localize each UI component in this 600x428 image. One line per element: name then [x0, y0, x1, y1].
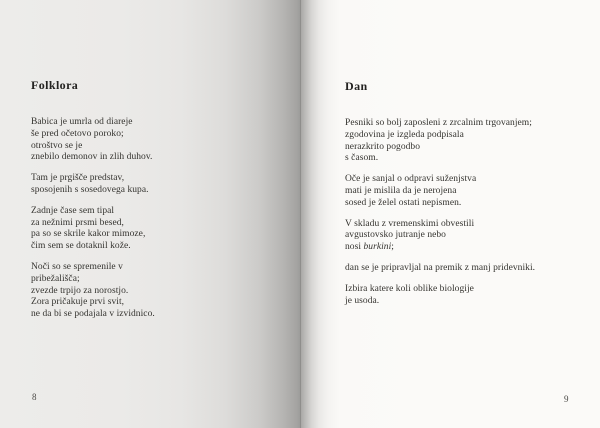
poem-line: sposojenih s sosedovega kupa. [31, 184, 149, 195]
left-page-content [0, 0, 301, 321]
poem-line: znebilo demonov in zlih duhov. [31, 152, 153, 163]
poem-line: pribežališča; [31, 273, 80, 284]
poem-line: Tam je prgišče predstav, [31, 173, 125, 184]
poem-line: Noči so se spremenile v [31, 261, 123, 272]
poem-line: pa so se skrile kakor mimoze, [31, 229, 146, 240]
poem-line: čim sem se dotaknil kože. [31, 241, 131, 252]
right-page [301, 0, 600, 428]
stanza [31, 173, 301, 197]
poem-line: Zadnje čase sem tipal [31, 205, 115, 216]
poem-body-right [345, 118, 600, 307]
poem-title-folklora: Folklora [31, 78, 79, 92]
poem-line: zgodovina je izgleda podpisala [345, 129, 464, 140]
poem-line: nerazkrito pogodbo [345, 141, 421, 152]
stanza [345, 284, 600, 308]
poem-line: avgustovsko jutranje nebo [345, 230, 446, 241]
poem-line: otroštvo se je [31, 140, 83, 151]
poem-line: Babica je umrla od diareje [31, 117, 133, 127]
stanza [31, 206, 301, 253]
poem-line: je usoda. [345, 295, 380, 306]
poem-line: za nežnimi prsmi besed, [31, 217, 124, 228]
page-number-right: 9 [564, 394, 569, 404]
poem-title-dan: Dan [345, 79, 368, 93]
page-number-left: 8 [32, 392, 37, 402]
poem-line: še pred očetovo poroko; [31, 128, 124, 139]
stanza [31, 262, 301, 321]
poem-line: s časom. [345, 153, 379, 164]
right-page-content [301, 0, 600, 307]
stanza [345, 263, 600, 275]
poem-line: nosi burkini; [345, 242, 394, 253]
poem-line: Oče je sanjal o odpravi suženjstva [345, 174, 477, 185]
stanza [345, 174, 600, 209]
poem-line: zvezde trpijo za norostjo. [31, 285, 129, 296]
poem-body-left [31, 117, 301, 321]
stanza [31, 117, 301, 164]
poem-line: V skladu z vremenskimi obvestili [345, 218, 475, 229]
stanza [345, 118, 600, 165]
stanza [345, 219, 600, 254]
poem-line: dan se je pripravljal na premik z manj pridevniki. [345, 262, 536, 273]
poem-line: Izbira katere koli oblike biologije [345, 283, 474, 294]
poem-line: Zora pričakuje prvi svit, [31, 297, 125, 308]
poem-line: Pesniki so bolj zaposleni z zrcalnim trgovanjem; [345, 118, 532, 128]
poem-line: sosed je želel ostati nepismen. [345, 197, 462, 208]
poem-line: ne da bi se podajala v izvidnico. [31, 309, 155, 320]
poem-line: mati je mislila da je nerojena [345, 185, 457, 196]
